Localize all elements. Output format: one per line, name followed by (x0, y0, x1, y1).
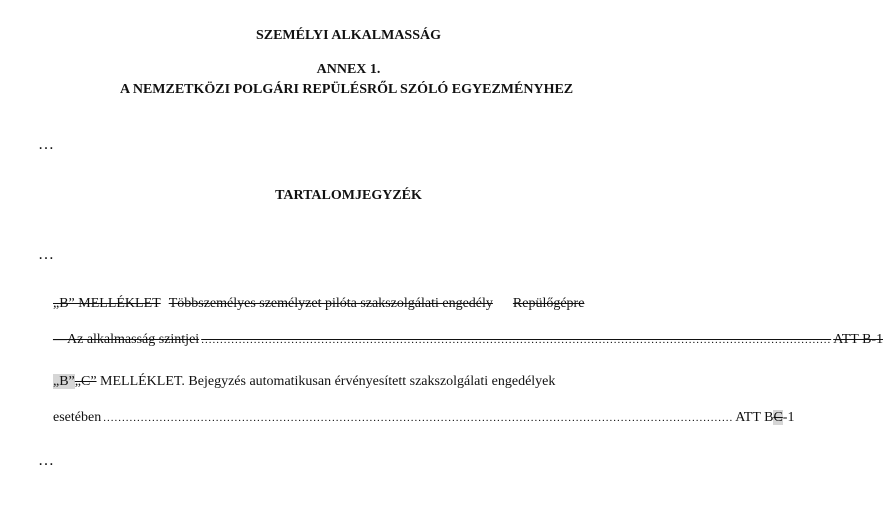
annex-heading: ANNEX 1. (316, 62, 381, 77)
annex-b-highlight: „B” (53, 374, 75, 389)
annex-c-struck: „C” (74, 374, 97, 389)
ellipsis-3: … (38, 452, 56, 469)
dot-leader: ........................................................................................................................................................................ (103, 412, 734, 424)
toc-entry-2-line-1 (53, 374, 555, 390)
annex-b-label: „B” MELLÉKLET (53, 296, 161, 311)
dot-leader: ........................................................................................................................................................................ (201, 334, 832, 346)
entry-1-subtitle: —Az alkalmasság szintjei (53, 332, 200, 347)
ellipsis-1: … (38, 136, 56, 153)
entry-1-aircraft: Repülőgépre (512, 296, 585, 311)
toc-entry-1-line-2 (53, 332, 883, 348)
toc-entry-1-line-1 (53, 296, 584, 312)
entry-2-page-ref: ATT BC-1 (735, 410, 795, 425)
toc-entry-2-line-2 (53, 410, 795, 426)
ref-c-struck: C (773, 410, 783, 425)
convention-heading: A NEMZETKÖZI POLGÁRI REPÜLÉSRŐL SZÓLÓ EGYEZMÉNYHEZ (120, 82, 574, 97)
toc-heading: TARTALOMJEGYZÉK (275, 188, 422, 203)
entry-2-subtitle: esetében (53, 410, 102, 425)
entry-1-description: Többszemélyes személyzet pilóta szakszolgálati engedély (168, 296, 493, 311)
entry-2-description: MELLÉKLET. Bejegyzés automatikusan érvényesített szakszolgálati engedélyek (96, 374, 556, 389)
ellipsis-2: … (38, 246, 56, 263)
document-title: SZEMÉLYI ALKALMASSÁG (255, 28, 442, 43)
entry-1-page-ref: ATT B-1 (833, 332, 883, 347)
